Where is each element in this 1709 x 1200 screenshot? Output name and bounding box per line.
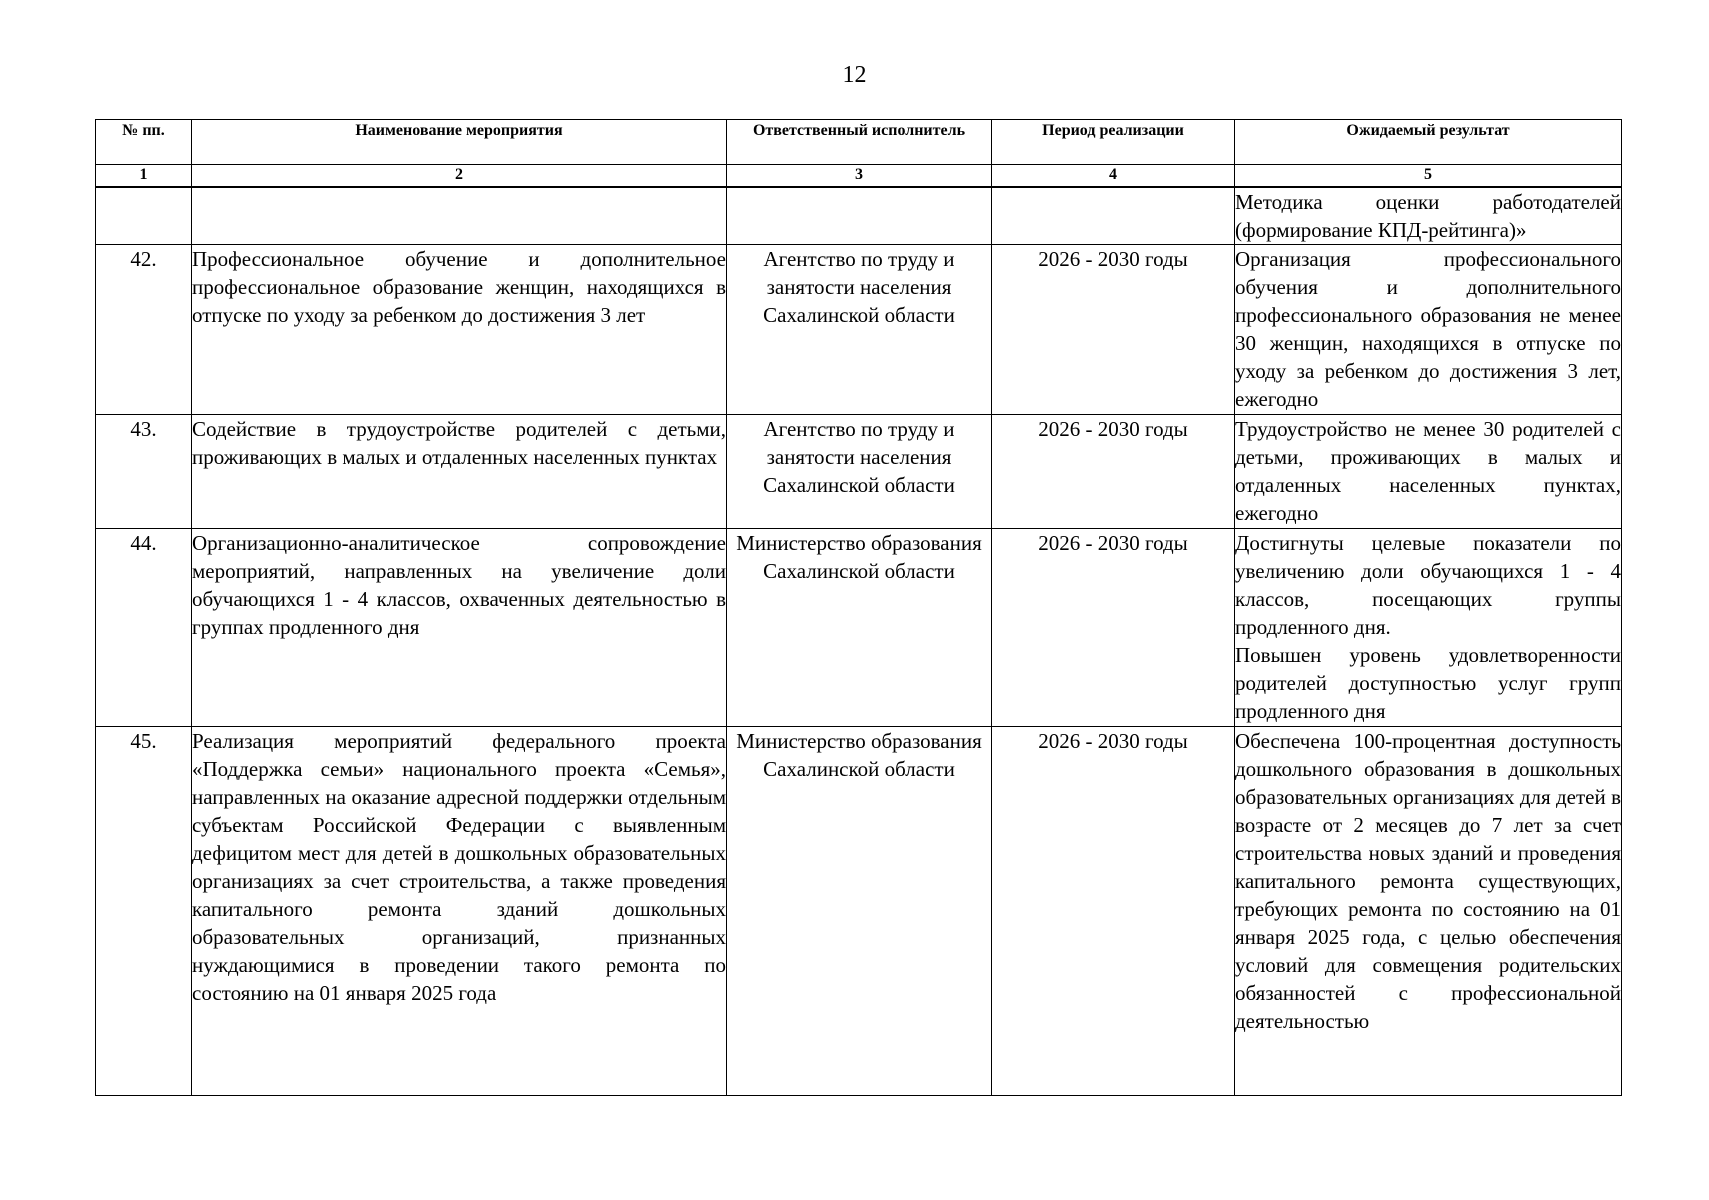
executor: Агентство по труду и занятости населения Сахалинской области xyxy=(727,245,992,415)
period xyxy=(992,187,1235,245)
header-executor: Ответственный исполнитель xyxy=(727,120,992,165)
row-number: 44. xyxy=(96,529,192,727)
result-paragraph: Достигнуты целевые показатели по увеличению доли обучающихся 1 - 4 классов, посещающих группы продленного дня. xyxy=(1235,531,1621,639)
column-number: 3 xyxy=(727,165,992,188)
page-number: 12 xyxy=(842,62,867,88)
result-paragraph: Повышен уровень удовлетворенности родителей доступностью услуг групп продленного дня xyxy=(1235,643,1621,723)
period: 2026 - 2030 годы xyxy=(992,727,1235,1096)
table-row xyxy=(96,187,1622,245)
period: 2026 - 2030 годы xyxy=(992,415,1235,529)
expected-result xyxy=(1235,187,1622,245)
row-number xyxy=(96,187,192,245)
table-row xyxy=(96,727,1622,1096)
table-row xyxy=(96,529,1622,727)
table-row xyxy=(96,245,1622,415)
executor: Министерство образования Сахалинской области xyxy=(727,529,992,727)
row-number: 43. xyxy=(96,415,192,529)
header-number: № пп. xyxy=(96,120,192,165)
measure-name: Профессиональное обучение и дополнительное профессиональное образование женщин, находящихся в отпуске по уходу за ребенком до достижения 3 лет xyxy=(192,245,727,415)
column-number: 1 xyxy=(96,165,192,188)
result-paragraph: Организация профессионального обучения и дополнительного профессионального образования не менее 30 женщин, находящихся в отпуске по уходу за ребенком до достижения 3 лет, ежегодно xyxy=(1235,247,1621,411)
measure-name: Содействие в трудоустройстве родителей с детьми, проживающих в малых и отдаленных населенных пунктах xyxy=(192,415,727,529)
column-number: 2 xyxy=(192,165,727,188)
result-paragraph: Методика оценки работодателей (формирование КПД-рейтинга)» xyxy=(1235,190,1621,242)
column-number: 4 xyxy=(992,165,1235,188)
measure-name xyxy=(192,187,727,245)
measures-table xyxy=(95,119,1622,1096)
column-number: 5 xyxy=(1235,165,1622,188)
measure-name: Организационно-аналитическое сопровождение мероприятий, направленных на увеличение доли обучающихся 1 - 4 классов, охваченных деятельностью в группах продленного дня xyxy=(192,529,727,727)
expected-result xyxy=(1235,529,1622,727)
row-number: 45. xyxy=(96,727,192,1096)
expected-result xyxy=(1235,415,1622,529)
header-period: Период реализации xyxy=(992,120,1235,165)
expected-result xyxy=(1235,727,1622,1096)
column-number-row xyxy=(96,165,1622,188)
result-paragraph: Обеспечена 100-процентная доступность дошкольного образования в дошкольных образовательных организациях для детей в возрасте от 2 месяцев до 7 лет за счет строительства новых зданий и проведения капитального ремонта существующих, требующих ремонта по состоянию на 01 января 2025 года, с целью обеспечения условий для совмещения родительских обязанностей с профессиональной деятельностью xyxy=(1235,729,1621,1033)
expected-result xyxy=(1235,245,1622,415)
header-measure-name: Наименование мероприятия xyxy=(192,120,727,165)
executor: Министерство образования Сахалинской области xyxy=(727,727,992,1096)
table-row xyxy=(96,415,1622,529)
header-result: Ожидаемый результат xyxy=(1235,120,1622,165)
period: 2026 - 2030 годы xyxy=(992,529,1235,727)
executor: Агентство по труду и занятости населения Сахалинской области xyxy=(727,415,992,529)
row-number: 42. xyxy=(96,245,192,415)
measure-name: Реализация мероприятий федерального проекта «Поддержка семьи» национального проекта «Семья», направленных на оказание адресной поддержки отдельным субъектам Российской Федерации с выявленным дефицитом мест для детей в дошкольных образовательных организациях за счет строительства, а также проведения капитального ремонта зданий дошкольных образовательных организаций, признанных нуждающимися в проведении такого ремонта по состоянию на 01 января 2025 года xyxy=(192,727,727,1096)
period: 2026 - 2030 годы xyxy=(992,245,1235,415)
result-paragraph: Трудоустройство не менее 30 родителей с детьми, проживающих в малых и отдаленных населенных пунктах, ежегодно xyxy=(1235,417,1621,525)
executor xyxy=(727,187,992,245)
header-row xyxy=(96,120,1622,165)
